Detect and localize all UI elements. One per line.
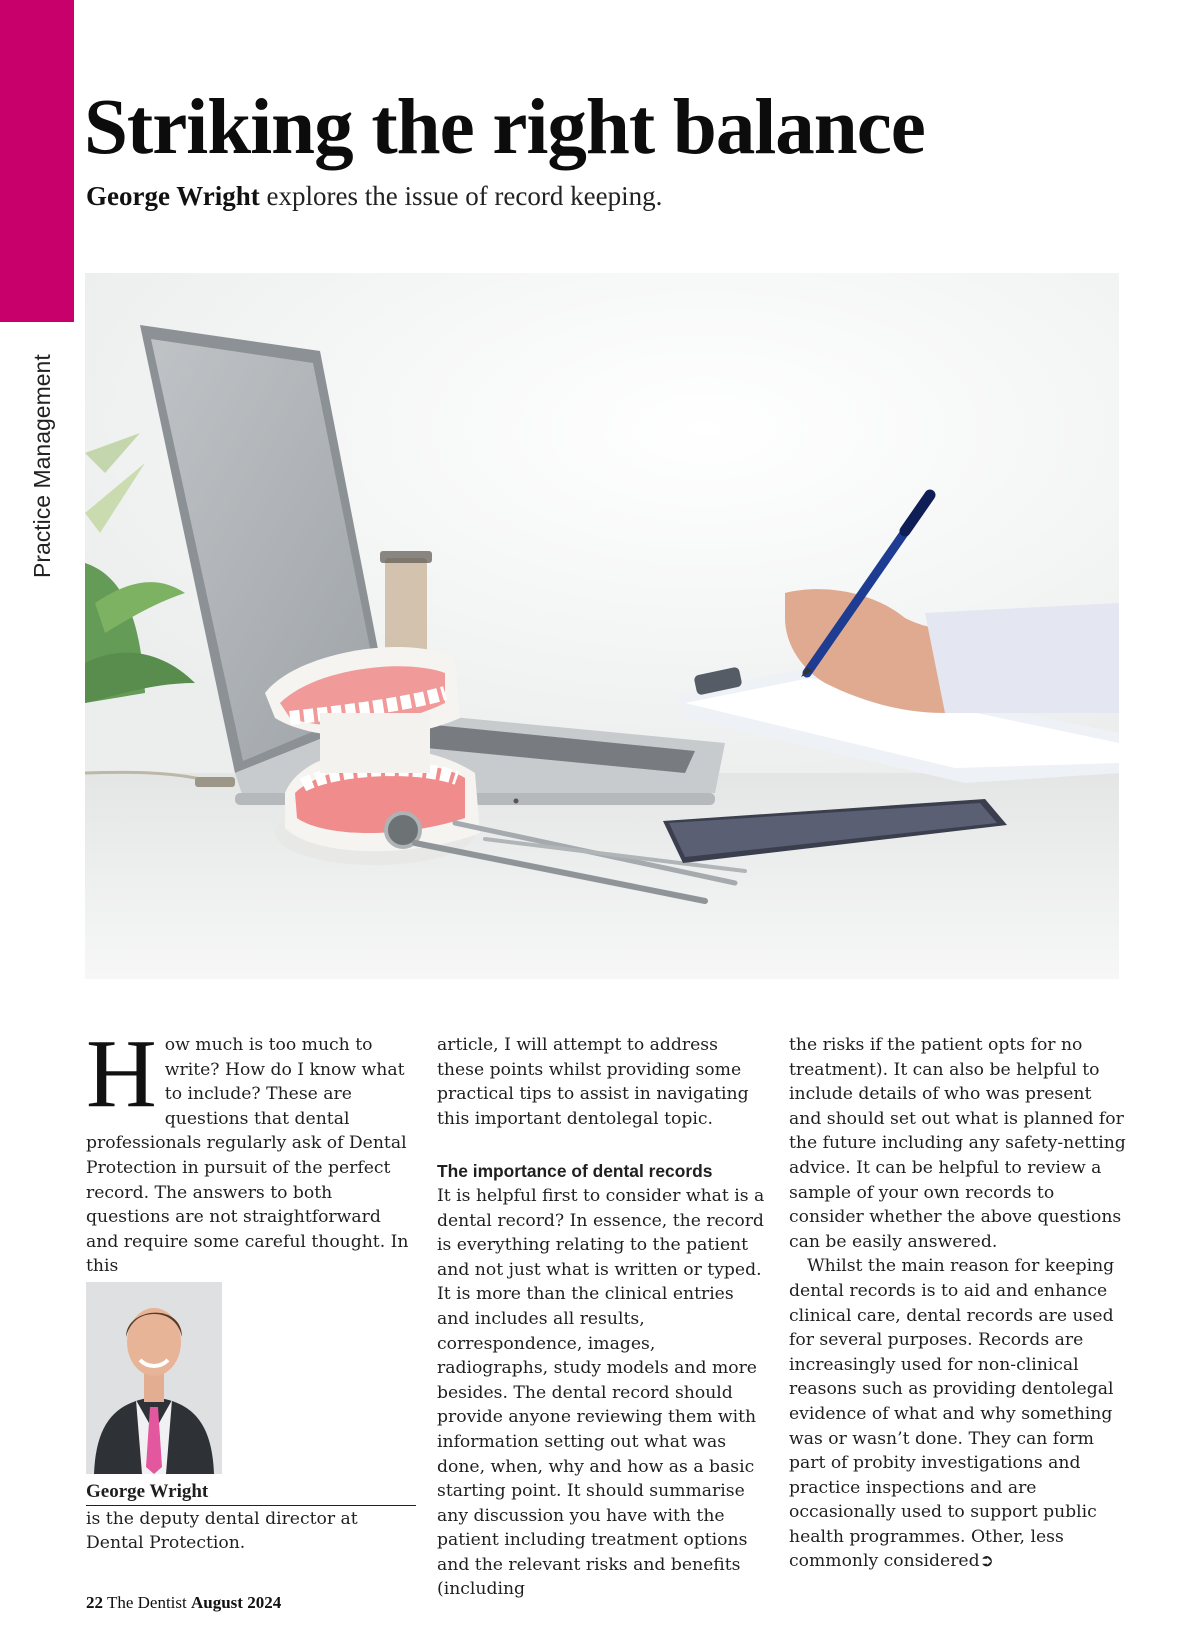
continue-arrow-icon: ➲	[979, 1551, 994, 1572]
article-column-2	[437, 1033, 767, 1602]
drop-cap: H	[86, 1020, 157, 1128]
page-number: 22	[86, 1593, 103, 1612]
article-paragraph: article, I will attempt to address these points whilst providing some practical tips to assist in navigating this important dentolegal topic.	[437, 1035, 749, 1129]
article-column-3	[789, 1033, 1127, 1574]
dental-desk-photo-icon	[85, 273, 1119, 979]
article-paragraph: It is helpful first to consider what is a dental record? In essence, the record is everything relating to the patient and not just what is written or typed. It is more than the clinical entries and includes all results, correspondence, images, radiographs, study models and more besides. The dental record should provide anyone reviewing them with information setting out what was done, when, why and how as a basic starting point. It should summarise any discussion you have with the patient including treatment options and the relevant risks and benefits (including	[437, 1185, 765, 1600]
issue-date: August 2024	[191, 1593, 282, 1612]
page-footer	[86, 1593, 281, 1613]
publication-name: The Dentist	[106, 1593, 187, 1612]
subheading: The importance of dental records	[437, 1161, 713, 1182]
standfirst-author: George Wright	[86, 181, 260, 211]
cup-icon	[385, 558, 427, 653]
hero-photo	[85, 273, 1119, 979]
author-bio-text: is the deputy dental director at Dental Protection.	[86, 1509, 358, 1553]
author-photo	[86, 1282, 222, 1474]
section-label: Practice Management	[29, 354, 55, 578]
author-name: George Wright	[86, 1480, 416, 1506]
article-paragraph: the risks if the patient opts for no treatment). It can also be helpful to include details of who was present and should set out what is planned for the future including any safety-netting advice. It can be helpful to review a sample of your own records to consider whether the above questions can be easily answered.	[789, 1035, 1126, 1252]
article-intro-text: ow much is too much to write? How do I know what to include? These are questions that dental professionals regularly ask of Dental Protection in pursuit of the perfect record. The answers to both questions are not straightforward and require some careful thought. In this	[86, 1035, 409, 1277]
author-bio	[86, 1480, 416, 1555]
author-portrait-icon	[86, 1282, 222, 1474]
article-column-1	[86, 1020, 416, 1279]
article-paragraph: Whilst the main reason for keeping dental records is to aid and enhance clinical care, dental records are used for several purposes. Records are increasingly used for non-clinical reasons such as providing dentolegal evidence of what and why something was or wasn’t done. They can form part of probity investigations and practice inspections and are occasionally used to support public health programmes. Other, less commonly considered	[789, 1256, 1115, 1572]
standfirst	[86, 181, 662, 212]
standfirst-text: explores the issue of record keeping.	[259, 181, 663, 211]
headline: Striking the right balance	[84, 84, 925, 171]
section-color-bar	[0, 0, 74, 322]
